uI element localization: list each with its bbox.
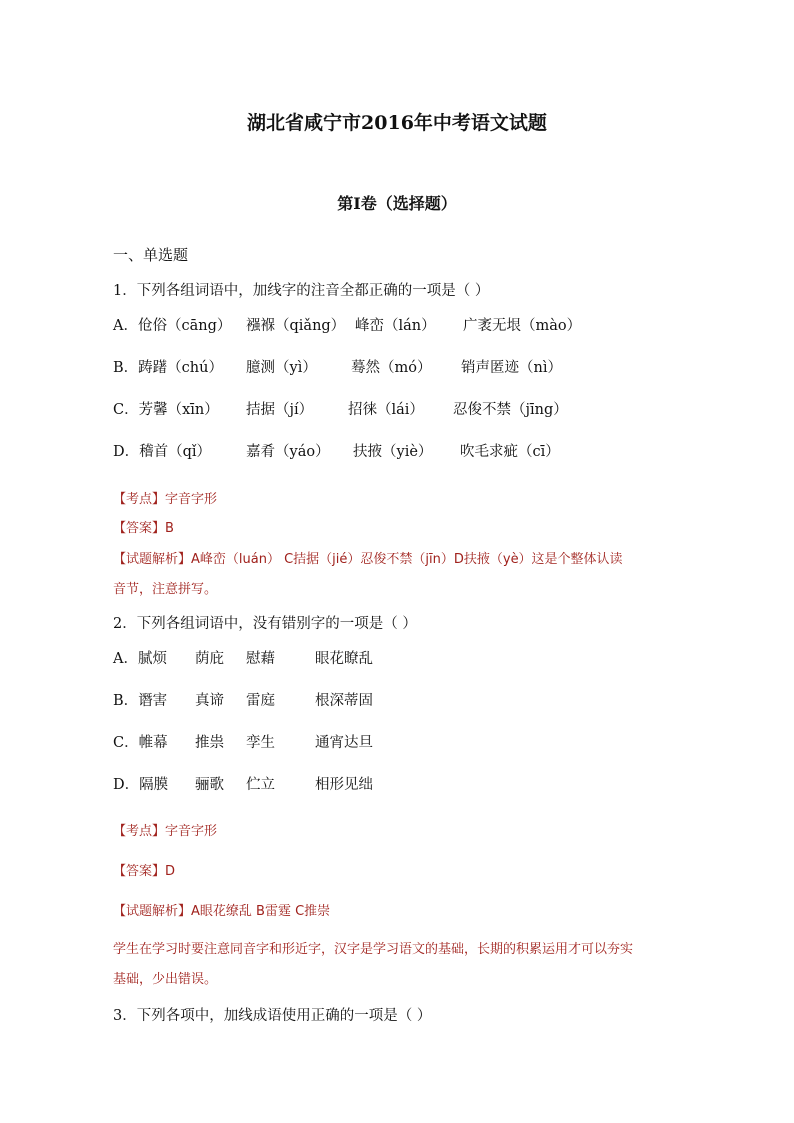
question-1-stem: 1．下列各组词语中，加线字的注音全都正确的一项是（ ） bbox=[113, 283, 490, 299]
q1-a-1: A．伧俗（cāng） bbox=[113, 318, 232, 334]
q2-a-4: 眼花瞭乱 bbox=[315, 651, 373, 667]
q2-c-4: 通宵达旦 bbox=[315, 735, 373, 751]
question-3-stem: 3．下列各项中，加线成语使用正确的一项是（ ） bbox=[113, 1008, 432, 1024]
q2-a-1: A．腻烦 bbox=[113, 651, 167, 667]
q1-d-3: 扶掖（yiè） bbox=[353, 444, 433, 460]
q2-kaodian-label: 【考点】 bbox=[113, 824, 166, 839]
q2-kaodian bbox=[113, 820, 217, 839]
q1-c-2: 拮据（jí） bbox=[246, 402, 314, 418]
q2-answer-value: D bbox=[165, 864, 176, 879]
q2-a-3: 慰藉 bbox=[246, 651, 275, 667]
q2-c-1: C．帷幕 bbox=[113, 735, 168, 751]
q1-d-4: 吹毛求疵（cī） bbox=[460, 444, 560, 460]
q1-answer bbox=[113, 517, 174, 536]
q2-b-1: B．谮害 bbox=[113, 693, 168, 709]
q1-answer-value: B bbox=[165, 521, 174, 536]
q1-analysis-text: A峰峦（luán） C拮据（jié）忍俊不禁（jīn）D扶掖（yè）这是个整体认读 bbox=[191, 552, 623, 567]
q2-d-4: 相形见绌 bbox=[315, 777, 373, 793]
q1-kaodian-label: 【考点】 bbox=[113, 492, 166, 507]
q2-b-4: 根深蒂固 bbox=[315, 693, 373, 709]
q1-d-2: 嘉肴（yáo） bbox=[246, 444, 330, 460]
section-heading: 第I卷（选择题） bbox=[337, 194, 457, 213]
q1-c-4: 忍俊不禁（jīng） bbox=[453, 402, 568, 418]
q1-d-1: D．稽首（qǐ） bbox=[113, 444, 212, 460]
q2-note-cont: 基础，少出错误。 bbox=[113, 972, 218, 987]
q1-a-4: 广袤无垠（mào） bbox=[463, 318, 582, 334]
q2-c-3: 孪生 bbox=[246, 735, 275, 751]
q2-c-2: 推祟 bbox=[195, 735, 224, 751]
q1-analysis bbox=[113, 548, 623, 567]
q2-d-3: 伫立 bbox=[246, 777, 275, 793]
part-heading: 一、单选题 bbox=[113, 246, 189, 264]
q2-d-1: D．隔膜 bbox=[113, 777, 169, 793]
q2-analysis-text: A眼花缭乱 B雷霆 C推崇 bbox=[191, 904, 331, 919]
q1-c-1: C．芳馨（xīn） bbox=[113, 402, 219, 418]
q2-answer bbox=[113, 860, 175, 879]
q2-d-2: 骊歌 bbox=[195, 777, 224, 793]
q2-kaodian-text: 字音字形 bbox=[165, 824, 218, 839]
q1-b-4: 销声匿迹（nì） bbox=[461, 360, 562, 376]
q2-b-2: 真谛 bbox=[195, 693, 224, 709]
question-2-stem: 2．下列各组词语中，没有错别字的一项是（ ） bbox=[113, 616, 417, 632]
q2-b-3: 雷庭 bbox=[246, 693, 275, 709]
q1-c-3: 招徕（lái） bbox=[348, 402, 424, 418]
q1-kaodian-text: 字音字形 bbox=[165, 492, 218, 507]
q1-a-3: 峰峦（lán） bbox=[355, 318, 436, 334]
q2-note: 学生在学习时要注意同音字和形近字，汉字是学习语文的基础，长期的积累运用才可以夯实 bbox=[113, 942, 634, 957]
q1-analysis-cont: 音节，注意拼写。 bbox=[113, 582, 218, 597]
q1-kaodian bbox=[113, 488, 217, 507]
q1-b-3: 蓦然（mó） bbox=[351, 360, 432, 376]
q2-analysis bbox=[113, 900, 330, 919]
q1-answer-label: 【答案】 bbox=[113, 521, 166, 536]
q1-b-1: B．踌躇（chú） bbox=[113, 360, 223, 376]
q2-answer-label: 【答案】 bbox=[113, 864, 166, 879]
document-title: 湖北省咸宁市2016年中考语文试题 bbox=[247, 112, 547, 134]
q1-a-2: 襁褓（qiǎng） bbox=[246, 318, 346, 334]
q2-analysis-label: 【试题解析】 bbox=[113, 904, 192, 919]
q1-analysis-label: 【试题解析】 bbox=[113, 552, 192, 567]
q1-b-2: 臆测（yì） bbox=[246, 360, 317, 376]
q2-a-2: 荫庇 bbox=[195, 651, 224, 667]
